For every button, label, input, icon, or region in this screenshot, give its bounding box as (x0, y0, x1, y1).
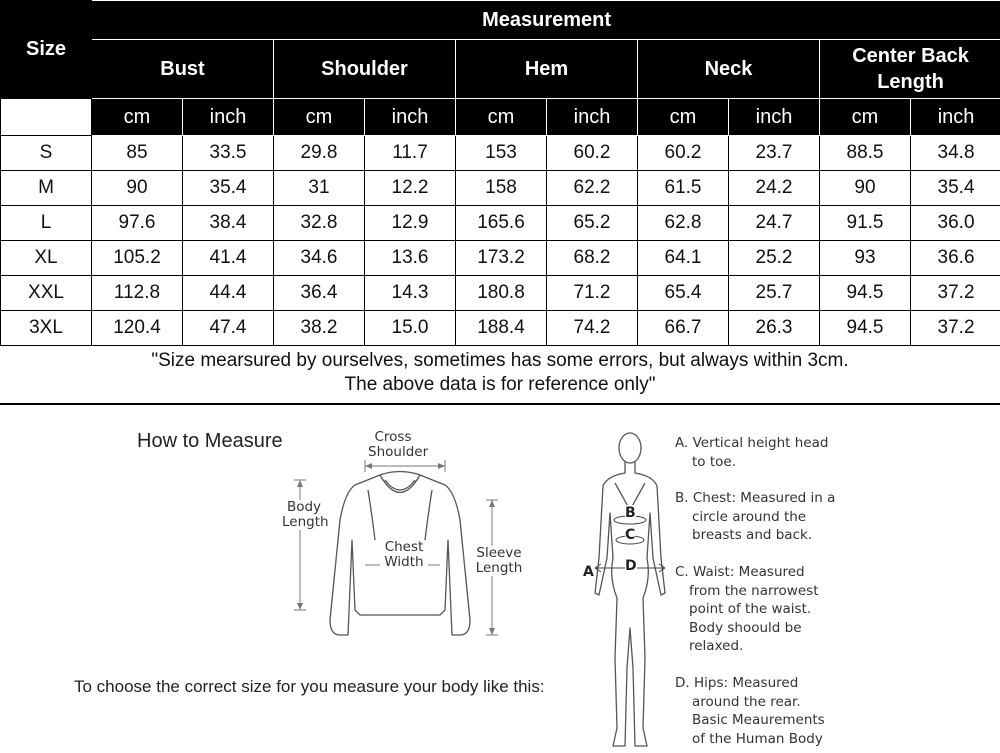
table-cell: 35.4 (183, 171, 274, 206)
table-cell: 15.0 (365, 311, 456, 346)
table-cell: 62.8 (638, 206, 729, 241)
unit-header: inch (365, 99, 456, 136)
table-cell: 37.2 (911, 276, 1000, 311)
center-back-line1: Center Back (852, 45, 969, 67)
disclaimer-line-1: "Size mearsured by ourselves, sometimes has some errors, but always within 3cm. (151, 350, 849, 371)
table-cell: 29.8 (274, 136, 365, 171)
table-cell: 93 (820, 241, 911, 276)
group-header-bust: Bust (92, 40, 274, 99)
table-cell: 173.2 (456, 241, 547, 276)
size-cell: L (1, 206, 92, 241)
table-cell: 65.2 (547, 206, 638, 241)
group-header-neck: Neck (638, 40, 820, 99)
table-cell: 90 (92, 171, 183, 206)
size-cell: S (1, 136, 92, 171)
chest-width-label (380, 540, 428, 570)
table-cell: 105.2 (92, 241, 183, 276)
sleeve-length-label (474, 546, 524, 576)
table-cell: 24.7 (729, 206, 820, 241)
table-cell: 23.7 (729, 136, 820, 171)
table-cell: 120.4 (92, 311, 183, 346)
table-cell: 44.4 (183, 276, 274, 311)
legend-c-line1: C. Waist: Measured (675, 564, 805, 580)
table-cell: 25.2 (729, 241, 820, 276)
table-cell: 97.6 (92, 206, 183, 241)
unit-header: cm (820, 99, 911, 136)
table-cell: 180.8 (456, 276, 547, 311)
size-header: Size (1, 1, 92, 99)
table-cell: 94.5 (820, 311, 911, 346)
table-cell: 65.4 (638, 276, 729, 311)
legend-a-line2: to toe. (692, 453, 736, 470)
table-cell: 153 (456, 136, 547, 171)
table-cell: 94.5 (820, 276, 911, 311)
unit-header: cm (638, 99, 729, 136)
table-cell: 91.5 (820, 206, 911, 241)
table-cell: 47.4 (183, 311, 274, 346)
legend-b (675, 489, 835, 545)
legend-b-line3: breasts and back. (692, 527, 813, 543)
cross-text: Cross (374, 429, 412, 445)
table-row (1, 311, 1000, 346)
table-cell: 31 (274, 171, 365, 206)
table-cell: 33.5 (183, 136, 274, 171)
table-row (1, 241, 1000, 276)
table-row (1, 206, 1000, 241)
legend-a-line1: A. Vertical height head (675, 435, 829, 451)
table-cell: 64.1 (638, 241, 729, 276)
size-chart-table (0, 0, 1000, 346)
table-cell: 71.2 (547, 276, 638, 311)
unit-header: inch (183, 99, 274, 136)
human-body-figure (585, 428, 675, 753)
group-header-shoulder: Shoulder (274, 40, 456, 99)
unit-header: inch (729, 99, 820, 136)
table-cell: 62.2 (547, 171, 638, 206)
table-cell: 60.2 (547, 136, 638, 171)
marker-a: A (583, 564, 594, 580)
disclaimer-line-2: The above data is for reference only" (344, 374, 656, 395)
table-cell: 36.6 (911, 241, 1000, 276)
body-length-label (282, 499, 329, 530)
body-text: Body (286, 499, 322, 515)
table-cell: 12.9 (365, 206, 456, 241)
table-row (1, 171, 1000, 206)
table-cell: 188.4 (456, 311, 547, 346)
measurement-header: Measurement (92, 1, 1000, 40)
table-cell: 61.5 (638, 171, 729, 206)
marker-d: D (625, 558, 637, 574)
legend-a (675, 434, 828, 471)
legend-d-line3: Basic Meaurements (692, 712, 825, 728)
table-cell: 35.4 (911, 171, 1000, 206)
group-header-center-back-length (820, 40, 1000, 99)
size-cell: XL (1, 241, 92, 276)
table-cell: 36.0 (911, 206, 1000, 241)
legend-d-line1: D. Hips: Measured (675, 675, 799, 691)
unit-header: inch (547, 99, 638, 136)
table-cell: 11.7 (365, 136, 456, 171)
marker-b: B (625, 505, 636, 521)
unit-header: cm (92, 99, 183, 136)
group-header-hem: Hem (456, 40, 638, 99)
sleeve-length-text: Length (475, 560, 523, 576)
table-cell: 12.2 (365, 171, 456, 206)
table-cell: 25.7 (729, 276, 820, 311)
table-cell: 60.2 (638, 136, 729, 171)
unit-header: cm (274, 99, 365, 136)
sleeve-text: Sleeve (476, 545, 522, 561)
table-cell: 74.2 (547, 311, 638, 346)
legend-c-line3: point of the waist. (689, 601, 812, 617)
table-cell: 38.4 (183, 206, 274, 241)
table-cell: 26.3 (729, 311, 820, 346)
table-cell: 90 (820, 171, 911, 206)
size-cell: M (1, 171, 92, 206)
width-text: Width (384, 554, 424, 570)
table-cell: 158 (456, 171, 547, 206)
legend-d-line4: of the Human Body (692, 730, 823, 747)
table-cell: 66.7 (638, 311, 729, 346)
center-back-line2: Length (877, 71, 944, 93)
shoulder-text: Shoulder (368, 444, 429, 460)
table-cell: 36.4 (274, 276, 365, 311)
table-row (1, 136, 1000, 171)
unit-header: inch (911, 99, 1000, 136)
table-cell: 38.2 (274, 311, 365, 346)
table-cell: 24.2 (729, 171, 820, 206)
size-cell: XXL (1, 276, 92, 311)
disclaimer-note (0, 349, 1000, 405)
legend-d (675, 674, 825, 748)
cross-shoulder-label (368, 429, 429, 460)
legend-b-line2: circle around the (692, 508, 807, 525)
chest-text: Chest (384, 539, 424, 555)
table-cell: 14.3 (365, 276, 456, 311)
table-cell: 112.8 (92, 276, 183, 311)
legend-d-line2: around the rear. (692, 693, 801, 710)
table-cell: 88.5 (820, 136, 911, 171)
table-cell: 41.4 (183, 241, 274, 276)
table-cell: 165.6 (456, 206, 547, 241)
table-cell: 34.8 (911, 136, 1000, 171)
legend-c-line4: Body shoould be (689, 619, 802, 636)
unit-header-blank (1, 99, 92, 136)
table-cell: 37.2 (911, 311, 1000, 346)
marker-c: C (625, 527, 636, 543)
legend-c-line5: relaxed. (689, 638, 744, 654)
unit-header: cm (456, 99, 547, 136)
table-cell: 85 (92, 136, 183, 171)
table-cell: 32.8 (274, 206, 365, 241)
length-text: Length (282, 514, 329, 530)
table-cell: 13.6 (365, 241, 456, 276)
legend-b-line1: B. Chest: Measured in a (675, 490, 836, 506)
legend-c (675, 563, 818, 656)
table-cell: 68.2 (547, 241, 638, 276)
size-cell: 3XL (1, 311, 92, 346)
table-cell: 34.6 (274, 241, 365, 276)
table-row (1, 276, 1000, 311)
how-to-measure-title: How to Measure (137, 430, 283, 452)
legend-c-line2: from the narrowest (689, 582, 819, 599)
choose-size-instruction: To choose the correct size for you measure your body like this: (74, 677, 545, 696)
